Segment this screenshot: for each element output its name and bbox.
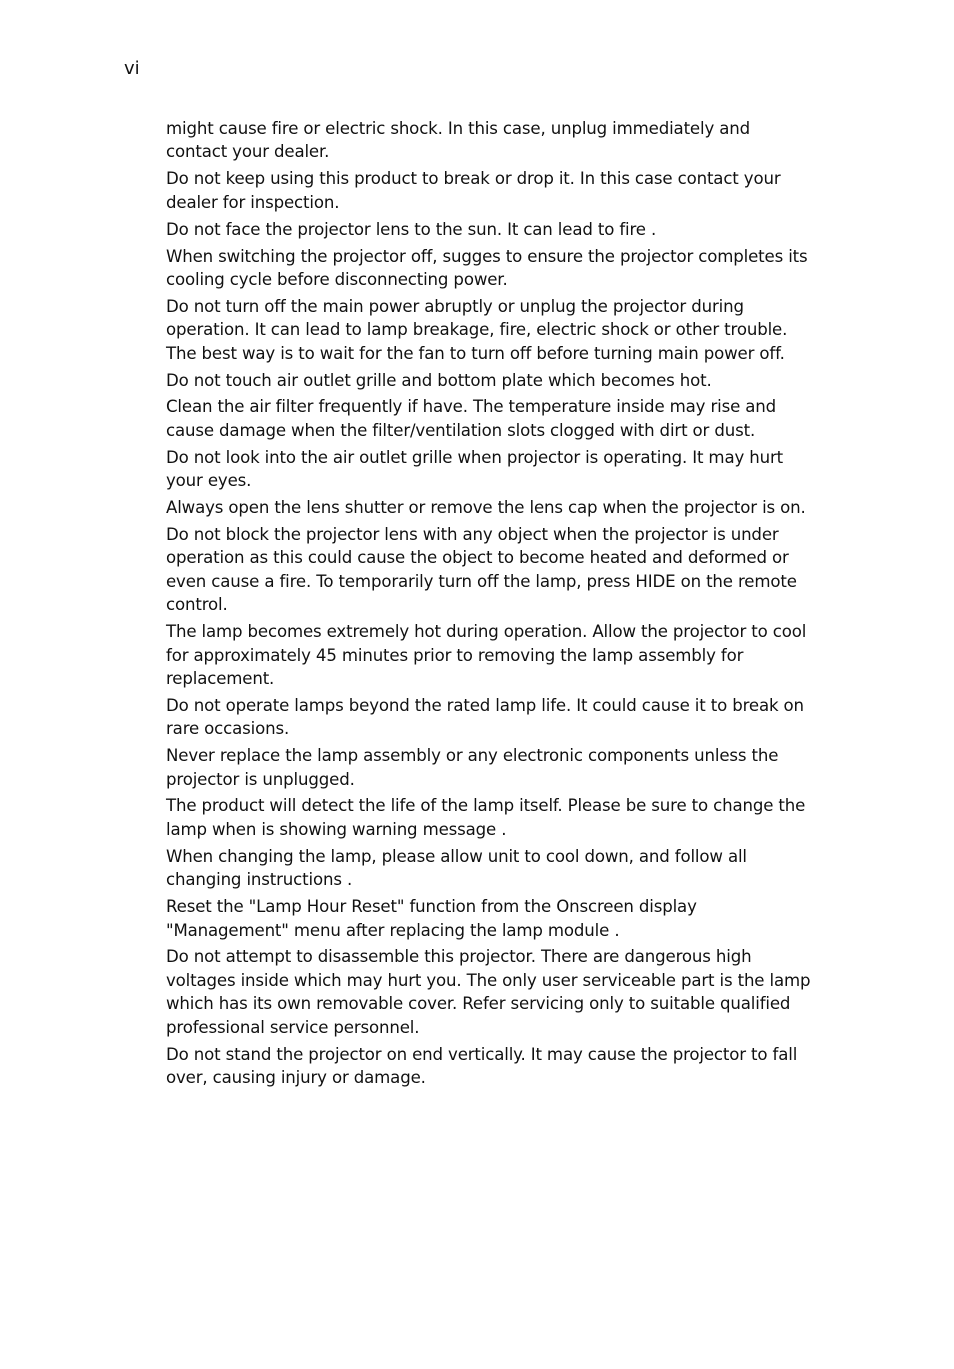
paragraph: Do not turn off the main power abruptly or unplug the projector during operation. It can lead to lamp breakage, fire, electric shock or other trouble. The best way is to wait for the fan to turn off before turning main power off. (166, 296, 788, 363)
paragraph: Always open the lens shutter or remove the lens cap when the projector is on. (166, 498, 806, 518)
paragraph: Do not stand the projector on end vertically. It may cause the projector to fall over, causing injury or damage. (166, 1044, 798, 1087)
paragraph: Do not block the projector lens with any object when the projector is under operation as this could cause the object to become heated and deformed or even cause a fire. To temporarily turn off the lamp, press HIDE on the remote control. (166, 525, 797, 615)
paragraph: Never replace the lamp assembly or any electronic components unless the projector is unplugged. (166, 746, 779, 789)
paragraph: Reset the "Lamp Hour Reset" function from the Onscreen display "Management" menu after replacing the lamp module . (166, 897, 697, 940)
paragraph: Do not operate lamps beyond the rated lamp life. It could cause it to break on rare occasions. (166, 695, 804, 739)
page-number: vi (124, 58, 140, 79)
paragraph: Do not look into the air outlet grille when projector is operating. It may hurt your eyes. (166, 447, 784, 491)
paragraph: Clean the air filter frequently if have. The temperature inside may rise and cause damage when the filter/ventilation slots clogged with dirt or dust. (166, 397, 777, 440)
paragraph: Do not face the projector lens to the sun. It can lead to fire . (166, 219, 657, 239)
paragraph: Do not attempt to disassemble this projector. There are dangerous high voltages inside which may hurt you. The only user serviceable part is the lamp which has its own removable cover. Refer servicing only to suitable qualified professional service personnel. (166, 947, 811, 1037)
paragraph: Do not touch air outlet grille and bottom plate which becomes hot. (166, 370, 712, 390)
paragraph: When switching the projector off, sugges to ensure the projector completes its cooling cycle before disconnecting power. (166, 246, 808, 289)
paragraph: might cause fire or electric shock. In this case, unplug immediately and contact your dealer. (166, 119, 751, 162)
paragraph: Do not keep using this product to break or drop it. In this case contact your dealer for inspection. (166, 169, 781, 212)
safety-instructions (166, 117, 811, 1093)
paragraph: The lamp becomes extremely hot during operation. Allow the projector to cool for approximately 45 minutes prior to removing the lamp assembly for replacement. (166, 622, 807, 688)
paragraph: The product will detect the life of the lamp itself. Please be sure to change the lamp when is showing warning message . (166, 796, 806, 839)
paragraph: When changing the lamp, please allow unit to cool down, and follow all changing instructions . (166, 846, 747, 890)
